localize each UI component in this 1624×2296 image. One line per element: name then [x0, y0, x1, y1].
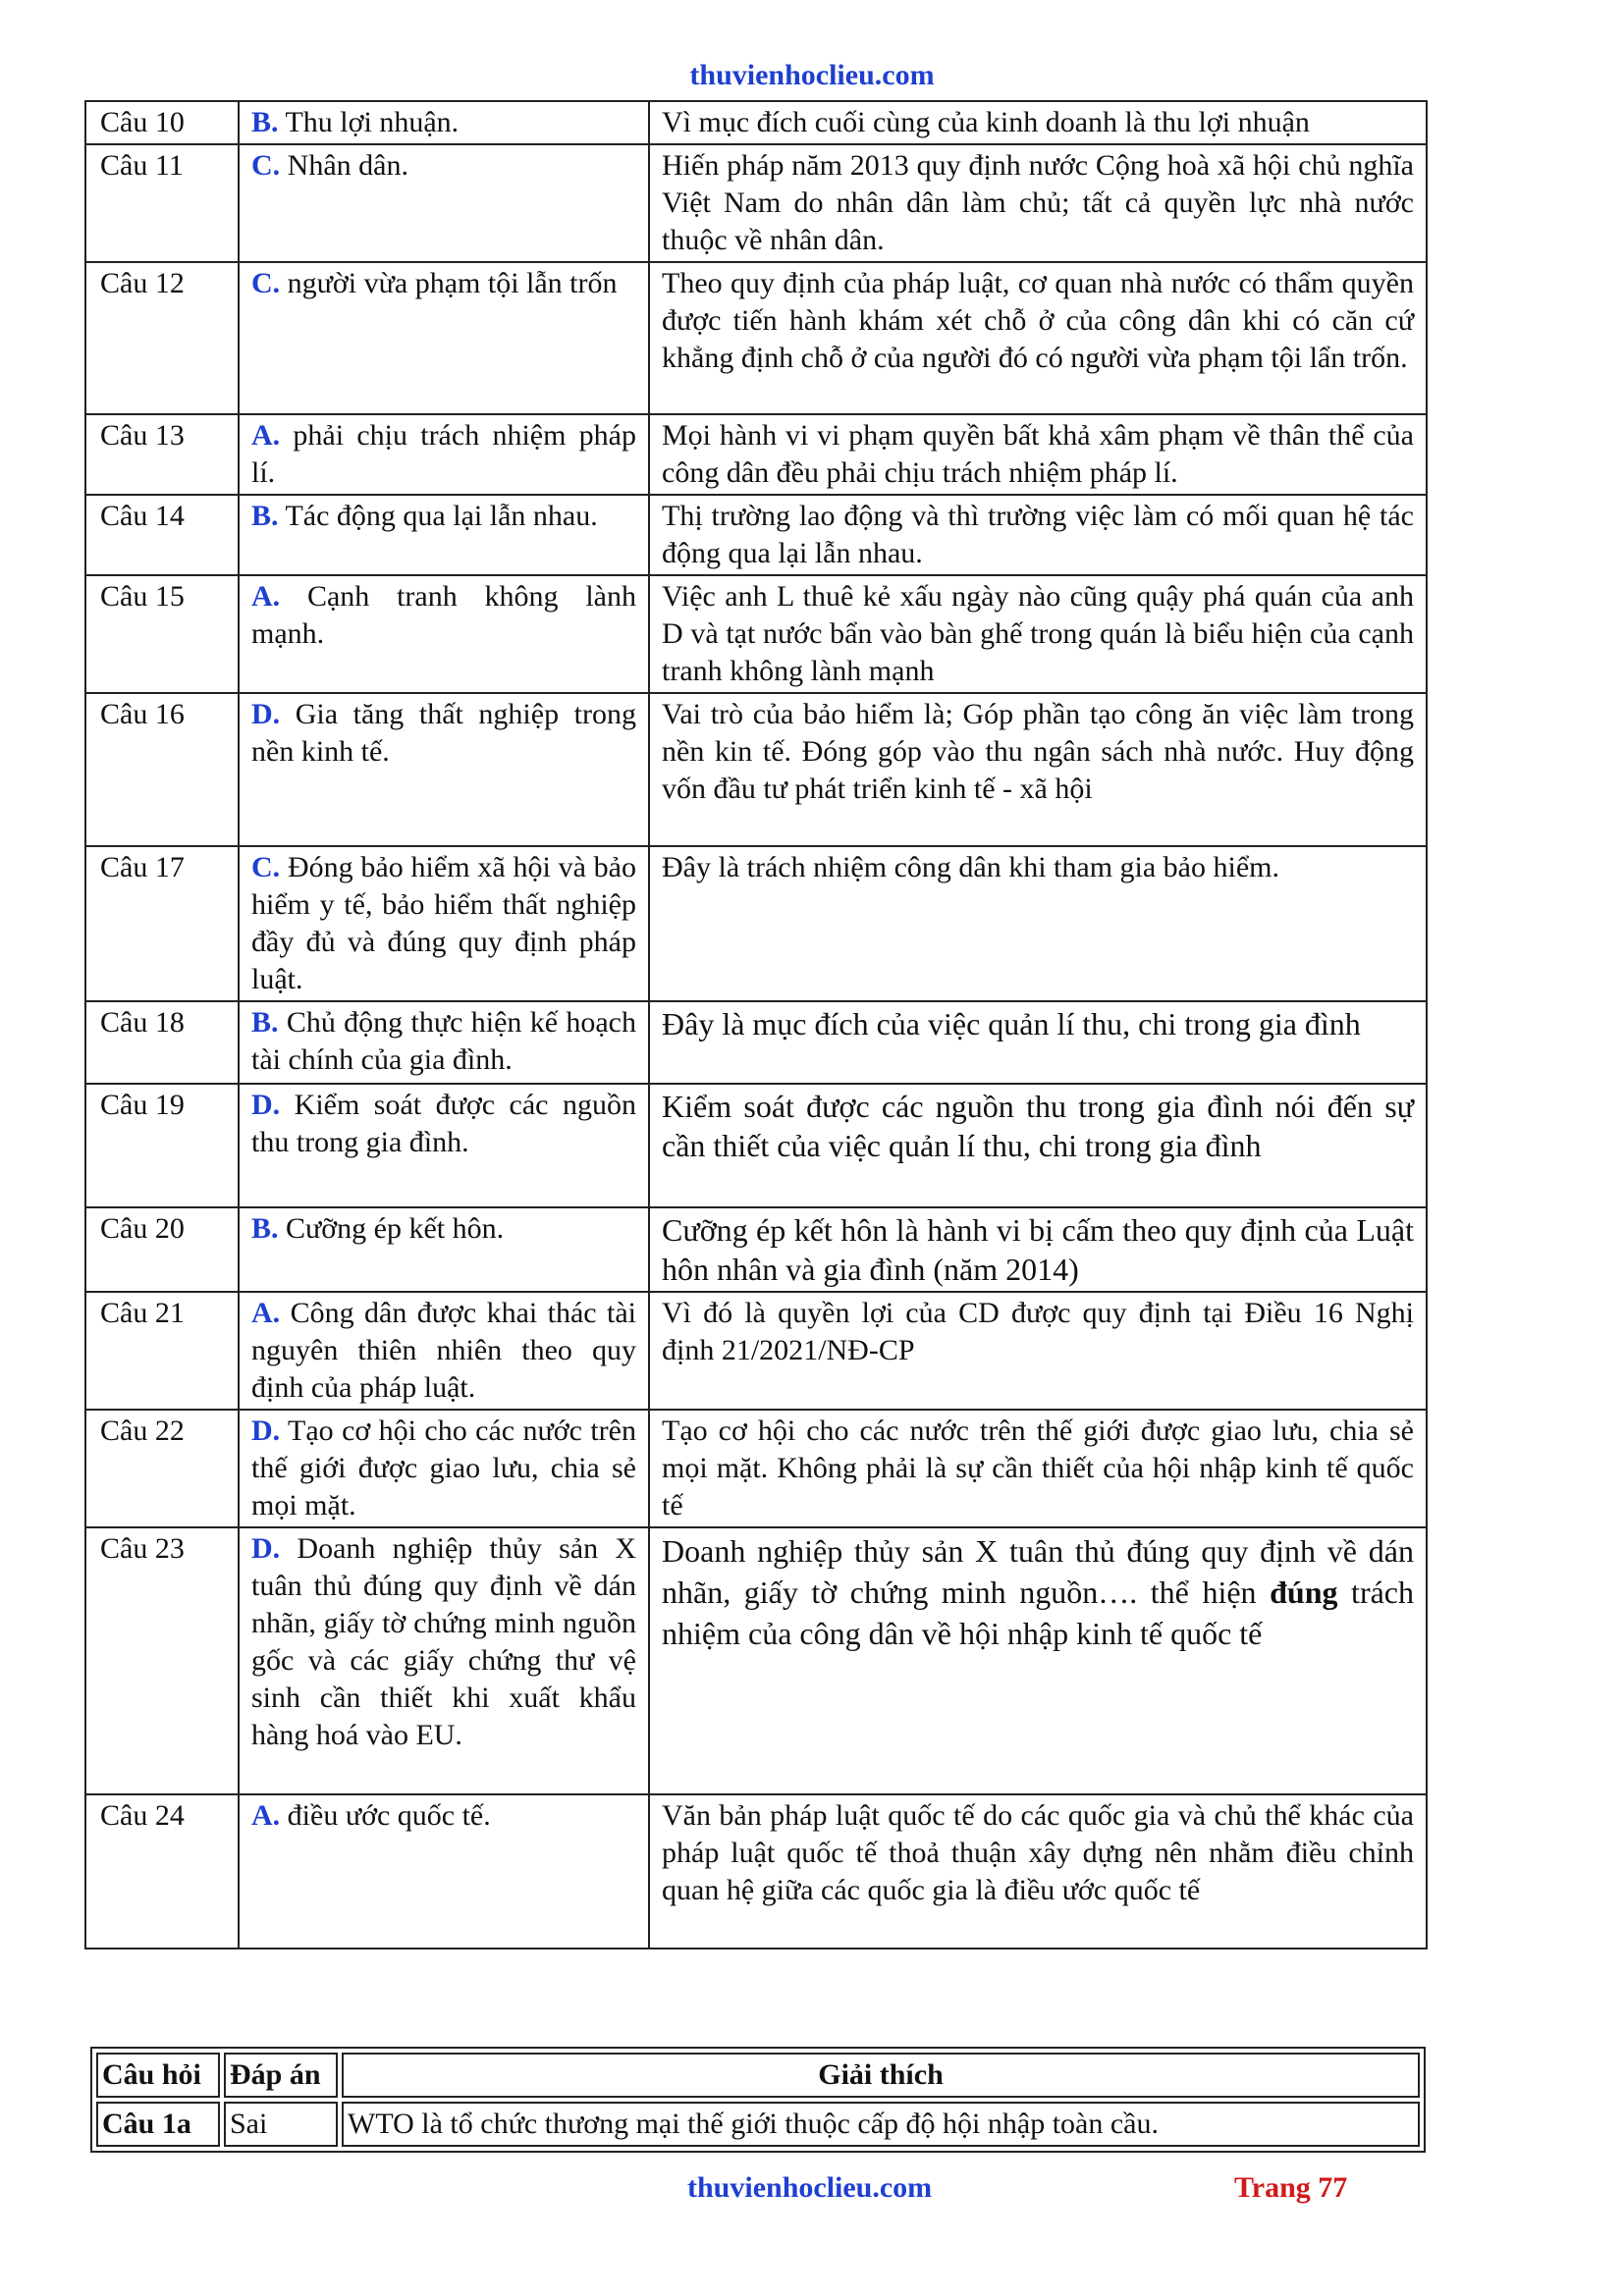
answer-text: phải chịu trách nhiệm pháp lí.: [251, 419, 636, 489]
answer-letter: D.: [251, 1532, 281, 1565]
header-site-link[interactable]: thuvienhoclieu.com: [689, 59, 935, 91]
explanation-cell: Vì mục đích cuối cùng của kinh doanh là thu lợi nhuận: [649, 101, 1427, 144]
question-cell: Câu 13: [85, 414, 239, 495]
explanation-cell: Vì đó là quyền lợi của CD được quy định tại Điều 16 Nghị định 21/2021/NĐ-CP: [649, 1292, 1427, 1410]
header-answer: Đáp án: [224, 2053, 338, 2098]
question-cell: Câu 14: [85, 495, 239, 575]
table-row: [85, 1794, 1427, 1949]
table-row: [85, 693, 1427, 846]
question-cell: Câu 11: [85, 144, 239, 262]
answer-text: Tạo cơ hội cho các nước trên thế giới được giao lưu, chia sẻ mọi mặt.: [251, 1415, 636, 1522]
answer-letter: A.: [251, 1297, 281, 1329]
question-cell: Câu 21: [85, 1292, 239, 1410]
explanation-cell: Cưỡng ép kết hôn là hành vi bị cấm theo quy định của Luật hôn nhân và gia đình (năm 2014): [649, 1207, 1427, 1292]
question-cell: Câu 20: [85, 1207, 239, 1292]
answer-text: Cạnh tranh không lành mạnh.: [251, 580, 636, 650]
question-cell: Câu 15: [85, 575, 239, 693]
answer-cell: Sai: [224, 2102, 338, 2147]
answer-letter: B.: [251, 1212, 279, 1245]
answer-text: Doanh nghiệp thủy sản X tuân thủ đúng quy định về dán nhãn, giấy tờ chứng minh nguồn gốc và các giấy chứng thư vệ sinh cần thiết khi xuất khẩu hàng hoá vào EU.: [251, 1532, 636, 1751]
explanation-text: Doanh nghiệp thủy sản X tuân thủ đúng quy định về dán nhãn, giấy tờ chứng minh nguồn…. thể hiện: [662, 1533, 1414, 1610]
table-row: [85, 1292, 1427, 1410]
table-row: [85, 101, 1427, 144]
question-cell: Câu 24: [85, 1794, 239, 1949]
explanation-cell: Kiểm soát được các nguồn thu trong gia đình nói đến sự cần thiết của việc quản lí thu, chi trong gia đình: [649, 1084, 1427, 1207]
answer-text: Gia tăng thất nghiệp trong nền kinh tế.: [251, 698, 636, 768]
explanation-cell: Tạo cơ hội cho các nước trên thế giới được giao lưu, chia sẻ mọi mặt. Không phải là sự cần thiết của hội nhập kinh tế quốc tế: [649, 1410, 1427, 1527]
answer-cell: [239, 414, 649, 495]
answer-cell: [239, 495, 649, 575]
question-cell: Câu 23: [85, 1527, 239, 1794]
question-cell: Câu 17: [85, 846, 239, 1001]
answer-letter: B.: [251, 1006, 279, 1039]
explanation-cell: Vai trò của bảo hiểm là; Góp phần tạo công ăn việc làm trong nền kin tế. Đóng góp vào thu ngân sách nhà nước. Huy động vốn đầu tư phát triển kinh tế - xã hội: [649, 693, 1427, 846]
answer-cell: [239, 101, 649, 144]
page-footer: [0, 2171, 1624, 2211]
answer-text: Cưỡng ép kết hôn.: [278, 1212, 505, 1245]
table-row: [85, 262, 1427, 414]
answer-text: Công dân được khai thác tài nguyên thiên nhiên theo quy định của pháp luật.: [251, 1297, 636, 1404]
table-row: [85, 1084, 1427, 1207]
table-row: [85, 495, 1427, 575]
answer-text: Kiểm soát được các nguồn thu trong gia đình.: [251, 1089, 636, 1158]
table-row: [85, 1410, 1427, 1527]
explanation-cell: Hiến pháp năm 2013 quy định nước Cộng hoà xã hội chủ nghĩa Việt Nam do nhân dân làm chủ; tất cả quyền lực nhà nước thuộc về nhân dân.: [649, 144, 1427, 262]
explanation-cell: Mọi hành vi vi phạm quyền bất khả xâm phạm về thân thể của công dân đều phải chịu trách nhiệm pháp lí.: [649, 414, 1427, 495]
answer-letter: A.: [251, 419, 281, 452]
answer-text: Thu lợi nhuận.: [278, 106, 460, 138]
answer-cell: [239, 846, 649, 1001]
table-row: [85, 1527, 1427, 1794]
answer-text: Nhân dân.: [280, 149, 408, 182]
footer-site-link[interactable]: thuvienhoclieu.com: [687, 2171, 933, 2204]
answer-letter: D.: [251, 1089, 281, 1121]
explanation-cell: Đây là mục đích của việc quản lí thu, chi trong gia đình: [649, 1001, 1427, 1084]
explanation-cell: Việc anh L thuê kẻ xấu ngày nào cũng quậy phá quán của anh D và tạt nước bẩn vào bàn ghế trong quán là biểu hiện của cạnh tranh không lành mạnh: [649, 575, 1427, 693]
header-explanation: Giải thích: [342, 2053, 1420, 2098]
explanation-cell: Theo quy định của pháp luật, cơ quan nhà nước có thẩm quyền được tiến hành khám xét chỗ ở của công dân khi có căn cứ khẳng định chỗ ở của người đó có người vừa phạm tội lẩn trốn.: [649, 262, 1427, 414]
table-row: [85, 1001, 1427, 1084]
answer-table: [84, 100, 1428, 1949]
answer-cell: [239, 1527, 649, 1794]
answer-cell: [239, 1207, 649, 1292]
answer-letter: D.: [251, 1415, 281, 1447]
table-row: [85, 846, 1427, 1001]
answer-cell: [239, 144, 649, 262]
table-header-row: [96, 2053, 1420, 2098]
question-cell: Câu 19: [85, 1084, 239, 1207]
answer-letter: D.: [251, 698, 281, 730]
answer-text: Chủ động thực hiện kế hoạch tài chính của gia đình.: [251, 1006, 636, 1076]
answer-letter: A.: [251, 1799, 281, 1832]
explanation-cell: WTO là tổ chức thương mại thế giới thuộc cấp độ hội nhập toàn cầu.: [342, 2102, 1420, 2147]
answer-letter: C.: [251, 267, 281, 299]
explanation-text: trách nhiệm của công dân về hội nhập kinh tế quốc tế: [662, 1575, 1415, 1651]
question-cell: Câu 16: [85, 693, 239, 846]
table-row: [85, 575, 1427, 693]
answer-cell: [239, 1794, 649, 1949]
answer-text: điều ước quốc tế.: [280, 1799, 491, 1832]
question-cell: Câu 18: [85, 1001, 239, 1084]
page-header: [0, 59, 1624, 92]
question-cell: Câu 10: [85, 101, 239, 144]
answer-text: Tác động qua lại lẫn nhau.: [278, 500, 598, 532]
table-row: [96, 2102, 1420, 2147]
answer-cell: [239, 1410, 649, 1527]
answer-cell: [239, 262, 649, 414]
answer-letter: A.: [251, 580, 281, 613]
answer-letter: B.: [251, 106, 279, 138]
explanation-cell: [649, 1527, 1427, 1794]
answer-text: Đóng bảo hiểm xã hội và bảo hiểm y tế, bảo hiểm thất nghiệp đầy đủ và đúng quy định pháp luật.: [251, 851, 636, 995]
answer-letter: C.: [251, 149, 281, 182]
table-row: [85, 144, 1427, 262]
table-row: [85, 1207, 1427, 1292]
answer-cell: [239, 1084, 649, 1207]
answer-cell: [239, 1292, 649, 1410]
true-false-table: [90, 2047, 1426, 2153]
answer-cell: [239, 1001, 649, 1084]
answer-letter: B.: [251, 500, 279, 532]
question-cell: Câu 12: [85, 262, 239, 414]
answer-cell: [239, 575, 649, 693]
question-cell: Câu 1a: [96, 2102, 220, 2147]
answer-text: người vừa phạm tội lẫn trốn: [280, 267, 618, 299]
answer-letter: C.: [251, 851, 281, 883]
question-cell: Câu 22: [85, 1410, 239, 1527]
explanation-cell: Văn bản pháp luật quốc tế do các quốc gia và chủ thể khác của pháp luật quốc tế thoả thuận xây dựng nên nhằm điều chỉnh quan hệ giữa các quốc gia là điều ước quốc tế: [649, 1794, 1427, 1949]
explanation-cell: Thị trường lao động và thì trường việc làm có mối quan hệ tác động qua lại lẫn nhau.: [649, 495, 1427, 575]
page-number: Trang 77: [1234, 2171, 1348, 2204]
answer-cell: [239, 693, 649, 846]
explanation-emphasis: đúng: [1270, 1575, 1338, 1610]
explanation-cell: Đây là trách nhiệm công dân khi tham gia bảo hiểm.: [649, 846, 1427, 1001]
header-question: Câu hỏi: [96, 2053, 220, 2098]
table-row: [85, 414, 1427, 495]
